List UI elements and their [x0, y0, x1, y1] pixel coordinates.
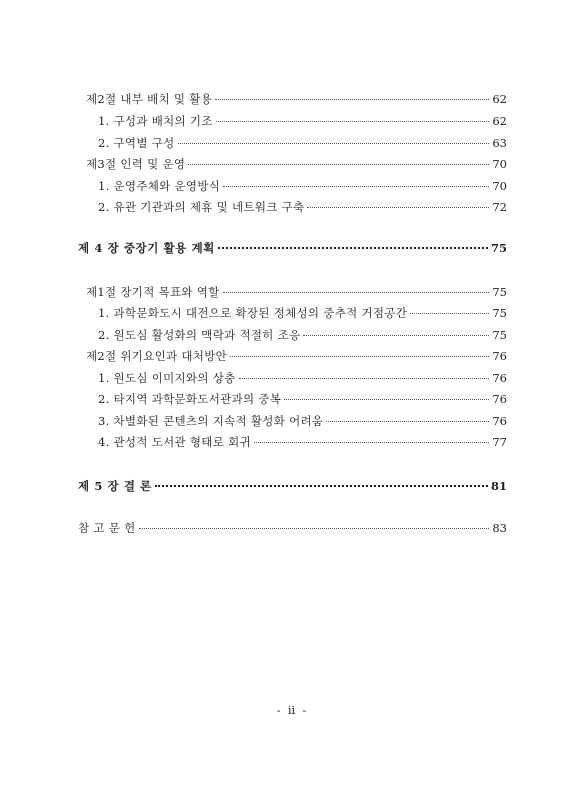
dot-leader	[307, 207, 489, 208]
toc-entry-item[interactable]	[98, 178, 507, 194]
toc-entry-page: 77	[492, 435, 507, 449]
dot-leader	[284, 399, 489, 400]
toc-entry-title: 2. 타지역 과학문화도서관과의 중복	[98, 392, 282, 406]
toc-entry-section[interactable]	[86, 284, 507, 300]
toc-entry-title: 2. 유관 기관과의 제휴 및 네트워크 구축	[98, 200, 305, 214]
toc-entry-title: 제2절 위기요인과 대처방안	[86, 349, 228, 363]
toc-entry-title: 4. 관성적 도서관 형태로 회귀	[98, 435, 251, 449]
dot-leader	[178, 143, 490, 144]
toc-entry-page: 70	[492, 157, 507, 171]
toc-entry-page: 75	[492, 306, 507, 320]
dot-leader	[254, 442, 489, 443]
toc-entry-page: 75	[492, 285, 507, 299]
toc-entry-chapter[interactable]	[78, 240, 507, 256]
dot-leader	[239, 378, 490, 379]
toc-entry-page: 81	[490, 479, 507, 493]
dot-leader	[188, 164, 489, 165]
toc-entry-title: 제3절 인력 및 운영	[86, 157, 186, 171]
toc-entry-page: 75	[490, 241, 507, 255]
toc-entry-item[interactable]	[98, 199, 507, 215]
toc-entry-section[interactable]	[86, 156, 507, 172]
toc-entry-page: 70	[492, 179, 507, 193]
toc-entry-title: 3. 차별화된 콘텐츠의 지속적 활성화 어려움	[98, 414, 324, 428]
toc-entry-page: 76	[492, 371, 507, 385]
toc-entry-item[interactable]	[98, 305, 507, 321]
dot-leader	[223, 292, 490, 293]
dot-leader	[223, 186, 489, 187]
toc-entry-title: 제 5 장 결 론	[78, 479, 152, 493]
dot-leader	[326, 421, 489, 422]
toc-entry-title: 2. 원도심 활성화의 맥락과 적절히 조응	[98, 328, 301, 342]
dot-leader	[218, 247, 488, 249]
toc-entry-page: 72	[492, 200, 507, 214]
page-number: - ⅱ -	[276, 704, 309, 717]
toc-entry-title: 1. 원도심 이미지와의 상충	[98, 371, 236, 385]
toc-entry-page: 63	[492, 136, 507, 150]
toc-entry-title: 참 고 문 헌	[78, 521, 136, 535]
toc-entry-title: 제1절 장기적 목표와 역할	[86, 285, 220, 299]
toc-entry-references[interactable]	[78, 520, 507, 536]
toc-entry-title: 제 4 장 중장기 활용 계획	[78, 241, 215, 255]
toc-entry-title: 1. 운영주체와 운영방식	[98, 179, 221, 193]
toc-entry-page: 76	[492, 349, 507, 363]
toc-entry-title: 제2절 내부 배치 및 활용	[86, 92, 213, 106]
toc-entry-page: 76	[492, 414, 507, 428]
dot-leader	[303, 335, 489, 336]
toc-entry-item[interactable]	[98, 327, 507, 343]
toc-entry-item[interactable]	[98, 434, 507, 450]
toc-entry-page: 75	[492, 328, 507, 342]
toc-entry-item[interactable]	[98, 113, 507, 129]
toc-entry-item[interactable]	[98, 391, 507, 407]
toc-entry-page: 83	[492, 521, 507, 535]
dot-leader	[215, 99, 489, 100]
dot-leader	[410, 313, 489, 314]
toc-entry-section[interactable]	[86, 348, 507, 364]
toc-entry-page: 62	[492, 114, 507, 128]
toc-entry-page: 76	[492, 392, 507, 406]
toc-entry-section[interactable]	[86, 91, 507, 107]
toc-entry-item[interactable]	[98, 413, 507, 429]
dot-leader	[139, 528, 490, 529]
toc-entry-chapter[interactable]	[78, 478, 507, 494]
toc-entry-item[interactable]	[98, 370, 507, 386]
dot-leader	[230, 356, 489, 357]
toc-entry-title: 1. 과학문화도시 대전으로 확장된 정체성의 중추적 거점공간	[98, 306, 408, 320]
toc-entry-page: 62	[492, 92, 507, 106]
dot-leader	[155, 485, 488, 487]
toc-entry-title: 2. 구역별 구성	[98, 136, 175, 150]
toc-entry-item[interactable]	[98, 135, 507, 151]
toc-entry-title: 1. 구성과 배치의 기조	[98, 114, 213, 128]
dot-leader	[216, 121, 490, 122]
